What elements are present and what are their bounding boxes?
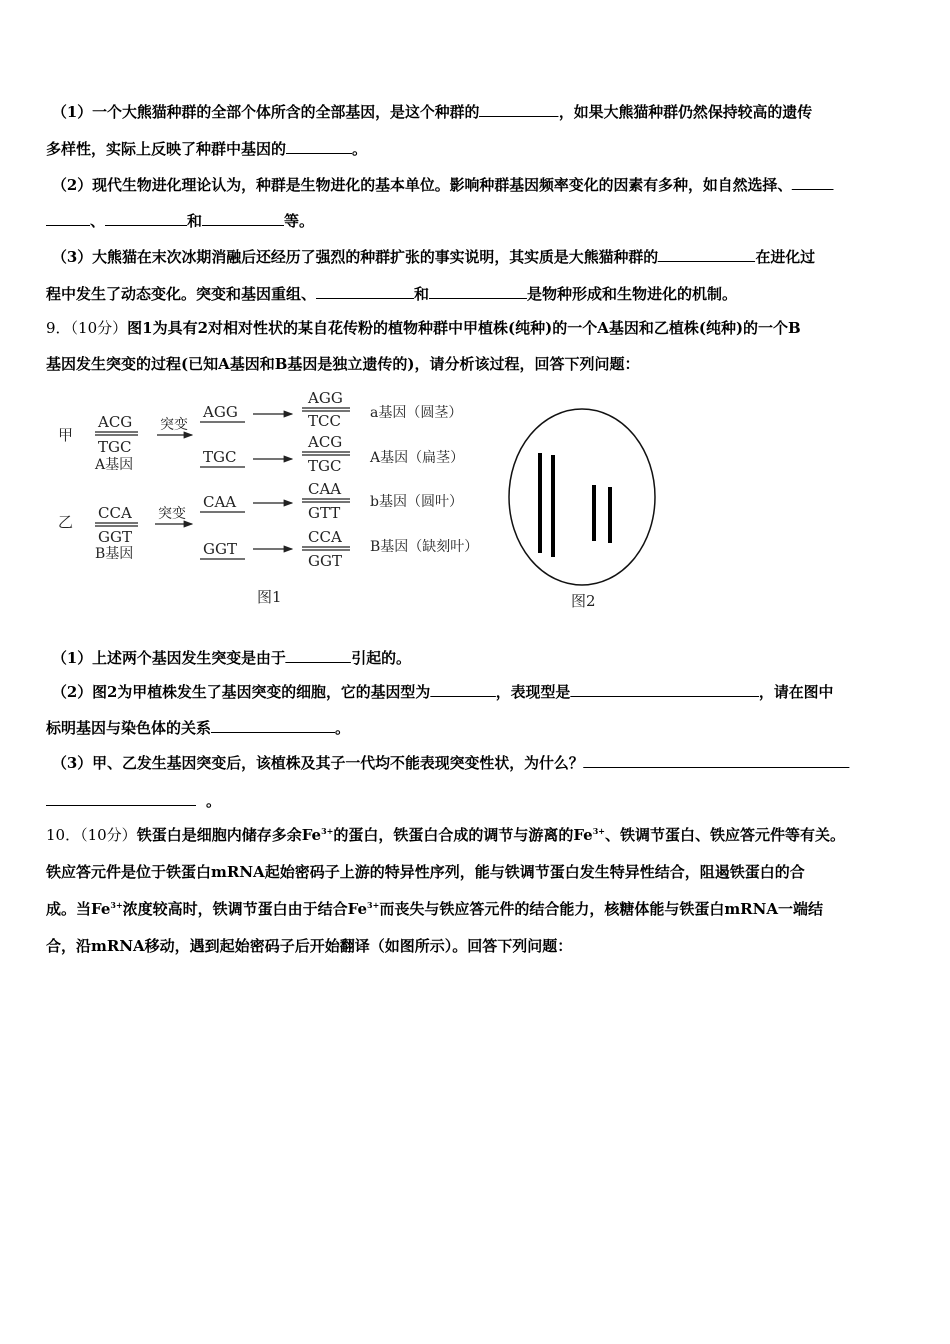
q9-part2-line2: [46, 718, 912, 738]
q8-part3-line1: [52, 247, 912, 267]
text: 。: [206, 792, 222, 810]
seq-a-r2-top: ACG: [308, 433, 343, 451]
answer-blank[interactable]: [429, 284, 527, 299]
answer-blank[interactable]: [202, 211, 284, 226]
seq-a-orig: TGC: [203, 448, 237, 466]
answer-blank[interactable]: [430, 682, 496, 697]
answer-blank[interactable]: [46, 211, 90, 226]
text: （1）上述两个基因发生突变是由于: [52, 649, 286, 667]
text: ，表现型是: [495, 683, 571, 701]
text: 和: [414, 285, 430, 303]
label-b-gene: B基因: [95, 546, 134, 562]
seq-yi-bottom: GGT: [98, 528, 132, 546]
text: 合，沿mRNA移动，遇到起始密码子后开始翻译（如图所示）。回答下列问题：: [46, 937, 573, 955]
superscript: 3+: [367, 900, 380, 910]
text: （2）图2为甲植株发生了基因突变的细胞，它的基因型为: [52, 683, 431, 701]
answer-blank[interactable]: [658, 247, 755, 262]
answer-blank[interactable]: [286, 139, 352, 154]
question-number: 10．（10分）: [46, 826, 137, 844]
q8-part1-line1: [52, 102, 912, 122]
text: 成。当Fe: [46, 900, 111, 918]
q9-part3-line2: [46, 791, 912, 811]
answer-blank[interactable]: [479, 102, 558, 117]
q10-line1: [46, 825, 912, 845]
text: 、: [90, 212, 106, 230]
text: 基因发生突变的过程(已知A基因和B基因是独立遗传的)，请分析该过程，回答下列问题：: [46, 355, 640, 373]
label-mutation-yi: 突变: [158, 506, 186, 522]
seq-jia-top: ACG: [98, 413, 133, 431]
label-a-r1: a基因（圆茎）: [370, 405, 463, 421]
text: 。: [335, 719, 351, 737]
figure2-caption: 图2: [571, 592, 596, 610]
text: 引起的。: [351, 649, 411, 667]
label-a-r2: A基因（扁茎）: [370, 450, 465, 466]
text: 铁蛋白是细胞内储存多余Fe: [136, 826, 322, 844]
label-b-r2: B基因（缺刻叶）: [370, 539, 479, 555]
q10-line2: [46, 862, 912, 882]
text: 图1为具有2对相对性状的某自花传粉的植物种群中甲植株(纯种)的一个A基因和乙植株(纯种)的一个B: [127, 319, 801, 337]
q10-line3: [46, 899, 912, 919]
q10-line4: [46, 936, 912, 956]
seq-a-mut: AGG: [203, 403, 238, 421]
q9-stem-line2: [46, 354, 912, 374]
seq-b-r1-top: CAA: [308, 480, 342, 498]
label-a-gene: A基因: [95, 457, 134, 473]
text: 标明基因与染色体的关系: [46, 719, 212, 737]
figure2-cell[interactable]: [509, 409, 655, 585]
seq-yi-top: CCA: [98, 504, 132, 522]
text: （3）大熊猫在末次冰期消融后还经历了强烈的种群扩张的事实说明，其实质是大熊猫种群的: [52, 248, 659, 266]
q9-part2-line1: [52, 682, 912, 702]
q9-part3-line1: [52, 753, 912, 773]
q8-part2-line2: [46, 211, 912, 231]
answer-blank[interactable]: [570, 682, 759, 697]
seq-a-r2-bottom: TGC: [308, 457, 342, 475]
q9-stem-line1: [46, 318, 912, 338]
answer-blank[interactable]: [792, 175, 834, 190]
q9-part1: [52, 648, 912, 668]
text: 和: [187, 212, 203, 230]
seq-jia-bottom: TGC: [98, 438, 132, 456]
answer-blank[interactable]: [46, 791, 196, 806]
answer-blank[interactable]: [316, 284, 414, 299]
answer-blank[interactable]: [286, 648, 352, 663]
q8-part1-line2: [46, 139, 912, 159]
q8-part2-line1: [52, 175, 912, 195]
superscript: 3+: [592, 826, 605, 836]
label-jia: 甲: [58, 426, 74, 444]
answer-blank[interactable]: [105, 211, 187, 226]
text: 浓度较高时，铁调节蛋白由于结合Fe: [122, 900, 368, 918]
text: ，请在图中: [758, 683, 834, 701]
text: （1）一个大熊猫种群的全部个体所含的全部基因，是这个种群的: [52, 103, 480, 121]
seq-a-r1-bottom: TCC: [308, 412, 341, 430]
text: 等。: [284, 212, 315, 230]
label-b-r1: b基因（圆叶）: [370, 494, 463, 510]
seq-a-r1-top: AGG: [308, 389, 343, 407]
superscript: 3+: [321, 826, 334, 836]
seq-b-orig: GGT: [203, 540, 237, 558]
text: ，如果大熊猫种群仍然保持较高的遗传: [558, 103, 813, 121]
answer-blank[interactable]: [584, 753, 850, 768]
text: 的蛋白，铁蛋白合成的调节与游离的Fe: [333, 826, 593, 844]
text: （3）甲、乙发生基因突变后，该植株及其子一代均不能表现突变性状，为什么？: [52, 754, 584, 772]
question-number: 9．（10分）: [46, 319, 128, 337]
text: （2）现代生物进化理论认为，种群是生物进化的基本单位。影响种群基因频率变化的因素有多种，如自然选择、: [52, 176, 793, 194]
seq-b-mut: CAA: [203, 493, 237, 511]
q8-part3-line2: [46, 284, 912, 304]
text: 铁应答元件是位于铁蛋白mRNA起始密码子上游的特异性序列，能与铁调节蛋白发生特异性结合，阻遏铁蛋白的合: [46, 863, 805, 881]
text: 、铁调节蛋白、铁应答元件等有关。: [605, 826, 846, 844]
figure1-caption: 图1: [257, 588, 282, 606]
text: 多样性，实际上反映了种群中基因的: [46, 140, 287, 158]
label-mutation-jia: 突变: [160, 417, 188, 433]
seq-b-r1-bottom: GTT: [308, 504, 341, 522]
text: 。: [352, 140, 368, 158]
text: 在进化过: [755, 248, 816, 266]
label-yi: 乙: [58, 513, 74, 531]
text: 是物种形成和生物进化的机制。: [527, 285, 738, 303]
answer-blank[interactable]: [211, 718, 335, 733]
superscript: 3+: [110, 900, 123, 910]
text: 而丧失与铁应答元件的结合能力，核糖体能与铁蛋白mRNA一端结: [379, 900, 824, 918]
seq-b-r2-bottom: GGT: [308, 552, 342, 570]
q9-figure: [40, 385, 660, 625]
text: 程中发生了动态变化。突变和基因重组、: [46, 285, 317, 303]
seq-b-r2-top: CCA: [308, 528, 342, 546]
